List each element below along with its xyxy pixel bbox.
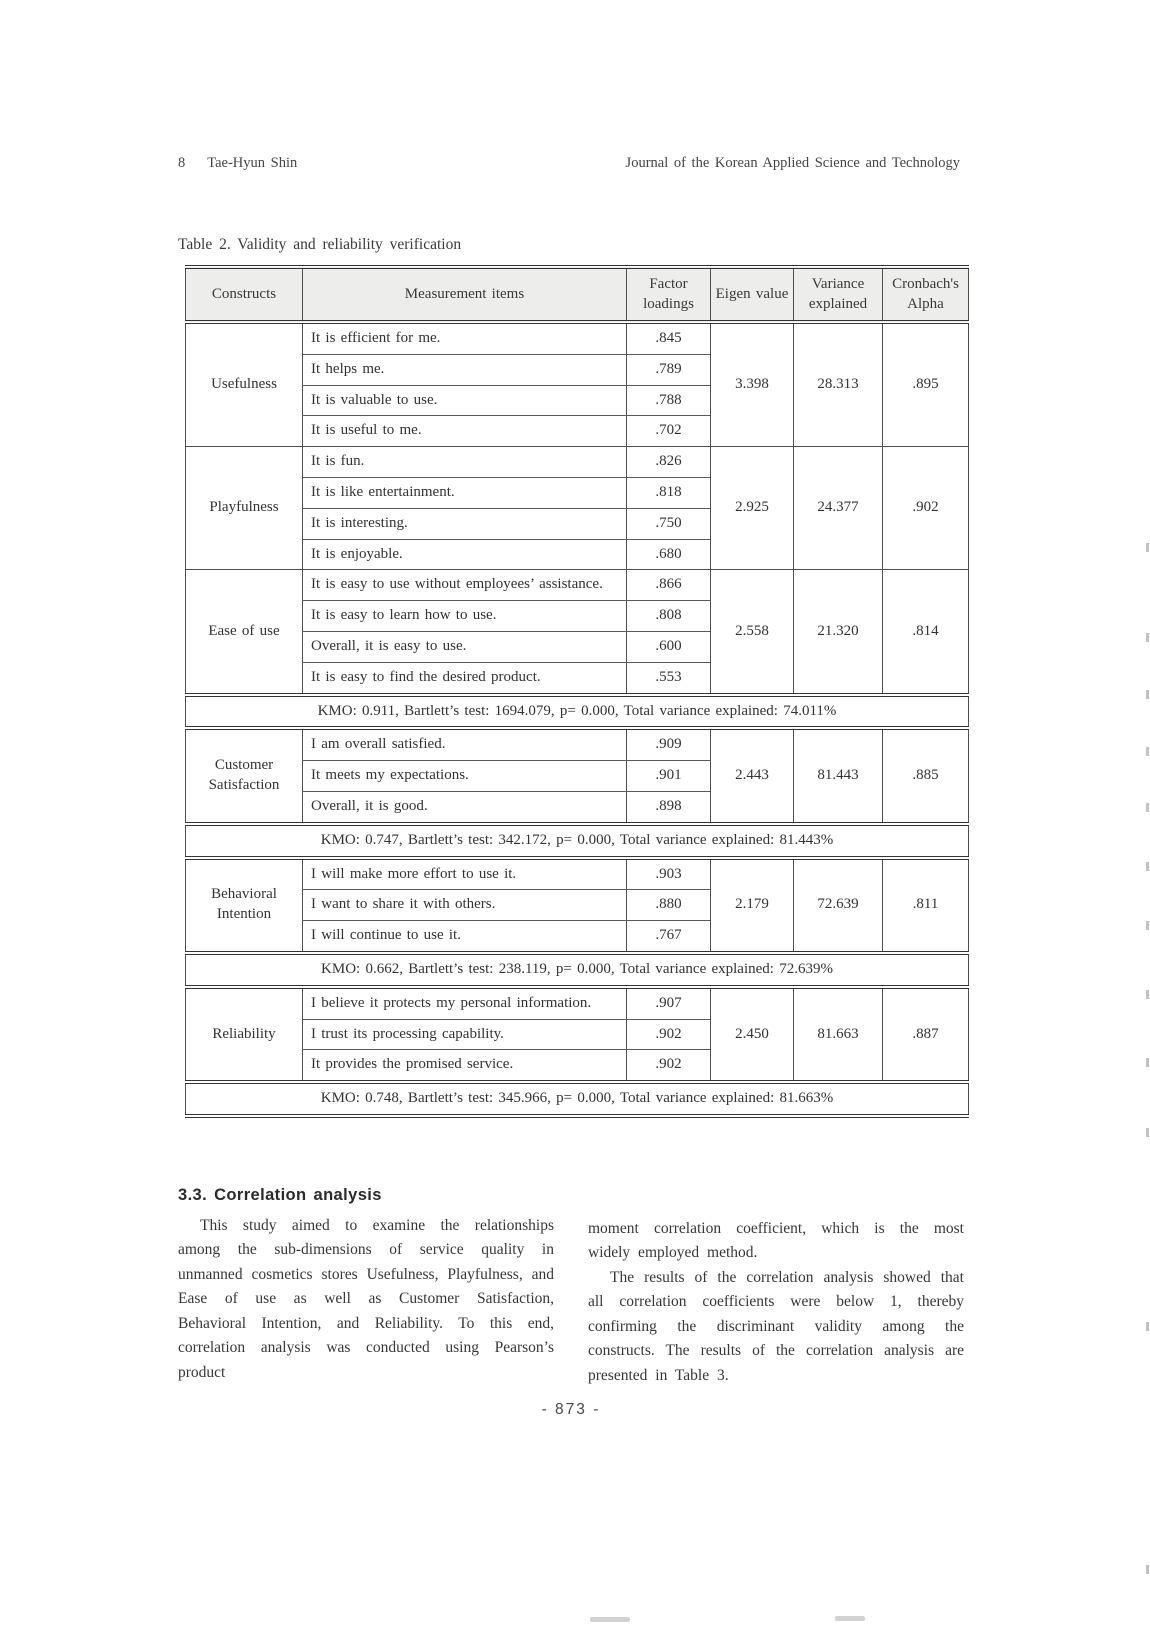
eigen-cell: 2.558 bbox=[711, 570, 794, 695]
factor-loading-cell: .808 bbox=[627, 601, 711, 632]
text-column-left bbox=[178, 1186, 554, 1388]
running-head bbox=[178, 155, 960, 172]
scan-smudge bbox=[590, 1617, 630, 1622]
factor-loading-cell: .898 bbox=[627, 791, 711, 823]
factor-loading-cell: .680 bbox=[627, 539, 711, 570]
measurement-item-cell: It is valuable to use. bbox=[303, 385, 627, 416]
validity-table-body bbox=[186, 322, 969, 1116]
alpha-cell: .887 bbox=[883, 987, 969, 1082]
scan-artifact bbox=[1146, 862, 1149, 871]
measurement-item-cell: It meets my expectations. bbox=[303, 761, 627, 792]
correlation-analysis-section bbox=[178, 1186, 964, 1388]
measurement-item-cell: It is fun. bbox=[303, 447, 627, 478]
factor-loading-cell: .750 bbox=[627, 508, 711, 539]
factor-loading-cell: .818 bbox=[627, 477, 711, 508]
construct-cell: Behavioral Intention bbox=[186, 858, 303, 953]
factor-loading-cell: .553 bbox=[627, 662, 711, 694]
section-heading: 3.3. Correlation analysis bbox=[178, 1186, 382, 1204]
factor-loading-cell: .909 bbox=[627, 728, 711, 760]
factor-loading-cell: .788 bbox=[627, 385, 711, 416]
scan-artifact bbox=[1146, 1565, 1149, 1574]
paragraph: moment correlation coefficient, which is the most widely employed method. bbox=[588, 1220, 964, 1262]
eigen-cell: 2.179 bbox=[711, 858, 794, 953]
scan-artifact bbox=[1146, 921, 1149, 930]
factor-loading-cell: .845 bbox=[627, 322, 711, 354]
col-header-cronbachs-alpha: Cronbach's Alpha bbox=[883, 267, 969, 322]
factor-loading-cell: .789 bbox=[627, 354, 711, 385]
variance-cell: 28.313 bbox=[794, 322, 883, 447]
construct-cell: Playfulness bbox=[186, 447, 303, 570]
col-header-measurement-items: Measurement items bbox=[303, 267, 627, 322]
measurement-item-cell: Overall, it is good. bbox=[303, 791, 627, 823]
scan-artifact bbox=[1146, 690, 1149, 699]
alpha-cell: .814 bbox=[883, 570, 969, 695]
table-row bbox=[186, 570, 969, 601]
scan-artifact bbox=[1146, 633, 1149, 642]
kmo-cell: KMO: 0.662, Bartlett’s test: 238.119, p= 0.000, Total variance explained: 72.639% bbox=[186, 953, 969, 987]
factor-loading-cell: .907 bbox=[627, 987, 711, 1019]
construct-cell: Ease of use bbox=[186, 570, 303, 695]
factor-loading-cell: .866 bbox=[627, 570, 711, 601]
kmo-row bbox=[186, 1082, 969, 1116]
validity-table bbox=[185, 265, 969, 1118]
alpha-cell: .895 bbox=[883, 322, 969, 447]
table-row bbox=[186, 728, 969, 760]
author-name: Tae-Hyun Shin bbox=[207, 155, 298, 171]
text-column-right bbox=[588, 1186, 964, 1388]
running-head-left bbox=[178, 155, 297, 172]
paragraph: This study aimed to examine the relationships among the sub-dimensions of service quality in unmanned cosmetics stores Usefulness, Playfulness, and Ease of use as well as Customer Satisfaction, Behavioral Intention, and Reliability. To this end, correlation analysis was conducted using Pearson’s product bbox=[178, 1217, 554, 1381]
factor-loading-cell: .903 bbox=[627, 858, 711, 890]
table-caption: Table 2. Validity and reliability verification bbox=[178, 236, 462, 253]
measurement-item-cell: I will make more effort to use it. bbox=[303, 858, 627, 890]
eigen-cell: 2.925 bbox=[711, 447, 794, 570]
factor-loading-cell: .702 bbox=[627, 416, 711, 447]
measurement-item-cell: I want to share it with others. bbox=[303, 890, 627, 921]
kmo-cell: KMO: 0.911, Bartlett’s test: 1694.079, p= 0.000, Total variance explained: 74.011% bbox=[186, 695, 969, 729]
measurement-item-cell: It is useful to me. bbox=[303, 416, 627, 447]
paragraph: The results of the correlation analysis showed that all correlation coefficients were below 1, thereby confirming the discriminant validity among the constructs. The results of the correlation analysis are presented in Table 3. bbox=[588, 1268, 964, 1384]
scan-artifact bbox=[1146, 990, 1149, 999]
scan-artifact bbox=[1146, 803, 1149, 812]
table-row bbox=[186, 858, 969, 890]
col-header-factor-loadings: Factor loadings bbox=[627, 267, 711, 322]
variance-cell: 24.377 bbox=[794, 447, 883, 570]
measurement-item-cell: It is interesting. bbox=[303, 508, 627, 539]
kmo-row bbox=[186, 824, 969, 858]
construct-cell: Reliability bbox=[186, 987, 303, 1082]
kmo-cell: KMO: 0.747, Bartlett’s test: 342.172, p= 0.000, Total variance explained: 81.443% bbox=[186, 824, 969, 858]
kmo-cell: KMO: 0.748, Bartlett’s test: 345.966, p= 0.000, Total variance explained: 81.663% bbox=[186, 1082, 969, 1116]
measurement-item-cell: I am overall satisfied. bbox=[303, 728, 627, 760]
factor-loading-cell: .600 bbox=[627, 631, 711, 662]
col-header-variance-explained: Variance explained bbox=[794, 267, 883, 322]
measurement-item-cell: It is efficient for me. bbox=[303, 322, 627, 354]
measurement-item-cell: It is easy to find the desired product. bbox=[303, 662, 627, 694]
measurement-item-cell: I believe it protects my personal information. bbox=[303, 987, 627, 1019]
measurement-item-cell: It is easy to use without employees’ assistance. bbox=[303, 570, 627, 601]
measurement-item-cell: I will continue to use it. bbox=[303, 921, 627, 953]
measurement-item-cell: It is easy to learn how to use. bbox=[303, 601, 627, 632]
factor-loading-cell: .901 bbox=[627, 761, 711, 792]
measurement-item-cell: It is like entertainment. bbox=[303, 477, 627, 508]
eigen-cell: 3.398 bbox=[711, 322, 794, 447]
alpha-cell: .902 bbox=[883, 447, 969, 570]
table-header-row bbox=[186, 267, 969, 322]
scan-artifact bbox=[1146, 1058, 1149, 1067]
kmo-row bbox=[186, 953, 969, 987]
measurement-item-cell: It provides the promised service. bbox=[303, 1050, 627, 1082]
table-row bbox=[186, 322, 969, 354]
factor-loading-cell: .767 bbox=[627, 921, 711, 953]
kmo-row bbox=[186, 695, 969, 729]
scan-smudge bbox=[835, 1616, 865, 1621]
table-row bbox=[186, 447, 969, 478]
variance-cell: 81.663 bbox=[794, 987, 883, 1082]
measurement-item-cell: It helps me. bbox=[303, 354, 627, 385]
journal-title: Journal of the Korean Applied Science and Technology bbox=[625, 155, 960, 171]
measurement-item-cell: I trust its processing capability. bbox=[303, 1019, 627, 1050]
factor-loading-cell: .880 bbox=[627, 890, 711, 921]
factor-loading-cell: .826 bbox=[627, 447, 711, 478]
variance-cell: 72.639 bbox=[794, 858, 883, 953]
page-number-footer: - 873 - bbox=[541, 1401, 601, 1418]
measurement-item-cell: Overall, it is easy to use. bbox=[303, 631, 627, 662]
col-header-constructs: Constructs bbox=[186, 267, 303, 322]
scan-artifact bbox=[1146, 1322, 1149, 1331]
scan-artifact bbox=[1146, 1128, 1149, 1137]
scan-artifact bbox=[1146, 543, 1149, 552]
construct-cell: Customer Satisfaction bbox=[186, 728, 303, 823]
eigen-cell: 2.450 bbox=[711, 987, 794, 1082]
table-row bbox=[186, 987, 969, 1019]
scan-artifact bbox=[1146, 747, 1149, 756]
eigen-cell: 2.443 bbox=[711, 728, 794, 823]
col-header-eigen-value: Eigen value bbox=[711, 267, 794, 322]
variance-cell: 21.320 bbox=[794, 570, 883, 695]
alpha-cell: .885 bbox=[883, 728, 969, 823]
factor-loading-cell: .902 bbox=[627, 1019, 711, 1050]
construct-cell: Usefulness bbox=[186, 322, 303, 447]
alpha-cell: .811 bbox=[883, 858, 969, 953]
factor-loading-cell: .902 bbox=[627, 1050, 711, 1082]
measurement-item-cell: It is enjoyable. bbox=[303, 539, 627, 570]
page-number-top: 8 bbox=[178, 155, 186, 171]
variance-cell: 81.443 bbox=[794, 728, 883, 823]
